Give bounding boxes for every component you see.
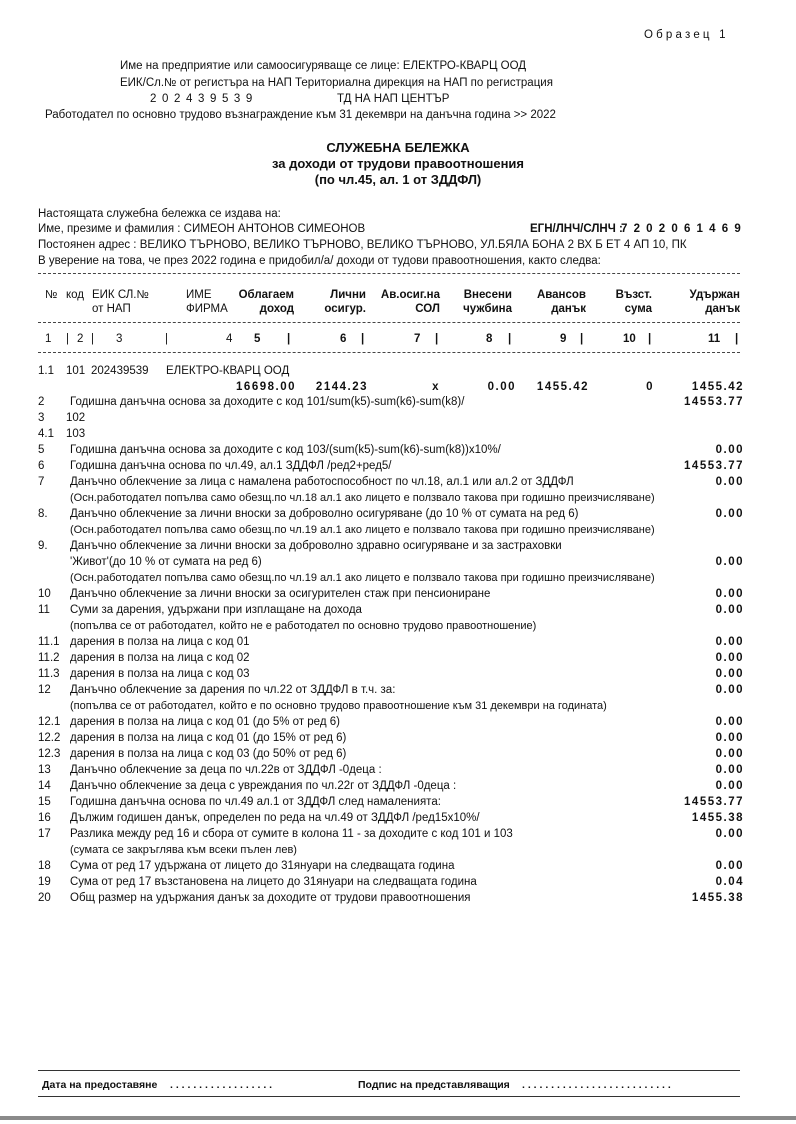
signature-dots: . . . . . . . . . . . . . . . . . . . . . . . . . . xyxy=(522,1079,671,1091)
line-text: Данъчно облекчение за дарения по чл.22 от ЗДДФЛ в т.ч. за: xyxy=(70,684,396,696)
line-number: 11.3 xyxy=(38,668,60,680)
index-sep: | xyxy=(165,333,168,345)
line-number: 12.2 xyxy=(38,732,61,744)
line-number: 4.1 xyxy=(38,428,54,440)
line-text: Общ размер на удържания данък за доходите от трудови правоотношения xyxy=(70,892,471,904)
col-advance: Авансов xyxy=(536,289,586,301)
row-sol: x xyxy=(432,381,440,393)
col-name: ИМЕ xyxy=(186,289,212,301)
line-value: 0.00 xyxy=(715,604,744,616)
line-number: 16 xyxy=(38,812,51,824)
table-index-rule xyxy=(38,352,740,353)
line-text: (попълва се от работодател, който е по основно трудово правоотношение към 31 декември на годината) xyxy=(70,700,607,712)
line-text: дарения в полза на лица с код 01 xyxy=(70,636,250,648)
line-value: 0.00 xyxy=(715,828,744,840)
row-no: 1.1 xyxy=(38,365,54,377)
line-text: Данъчно облекчение за деца по чл.22в от ЗДДФЛ -0деца : xyxy=(70,764,382,776)
line-text: Годишна данъчна основа за доходите с код 103/(sum(k5)-sum(k6)-sum(k8))x10%/ xyxy=(70,444,501,456)
line-text: (Осн.работодател попълва само обезщ.по чл.19 ал.1 ако лицето е ползвало такова при годишно преизчисляване) xyxy=(70,524,655,536)
line-value: 0.00 xyxy=(715,508,744,520)
certify-line: В уверение на това, че през 2022 година е придобил/а/ доходи от тудови правоотношения, както следва: xyxy=(38,255,601,267)
footer-bottom-rule xyxy=(38,1096,740,1097)
line-number: 18 xyxy=(38,860,51,872)
line-number: 6 xyxy=(38,460,45,472)
col-no: № xyxy=(45,289,58,301)
line-number: 11 xyxy=(38,604,50,616)
line-value: 0.00 xyxy=(715,444,744,456)
row-withheld: 1455.42 xyxy=(691,381,744,393)
line-value: 0.00 xyxy=(715,556,744,568)
line-text: Данъчно облекчение за деца с увреждания по чл.22г от ЗДДФЛ -0деца : xyxy=(70,780,457,792)
col-personal-2: осигур. xyxy=(324,303,366,315)
col-refund: Възст. xyxy=(615,289,652,301)
address-line: Постоянен адрес : ВЕЛИКО ТЪРНОВО, ВЕЛИКО ТЪРНОВО, ВЕЛИКО ТЪРНОВО, УЛ.БЯЛА БОНА 2 ВХ Б ЕТ 4 АП 10, ПК xyxy=(38,239,687,251)
line-value: 0.00 xyxy=(715,860,744,872)
index-sep: | xyxy=(435,333,439,345)
registry-line: ЕИК/Сл.№ от регистъра на НАП Териториална дирекция на НАП по регистрация xyxy=(120,77,553,89)
index-sep: | xyxy=(287,333,291,345)
line-number: 20 xyxy=(38,892,51,904)
line-number: 8. xyxy=(38,508,48,520)
col-foreign: Внесени xyxy=(463,289,512,301)
row-refund: 0 xyxy=(646,381,654,393)
line-value: 0.00 xyxy=(715,764,744,776)
line-number: 11.2 xyxy=(38,652,60,664)
line-number: 10 xyxy=(38,588,51,600)
line-text: дарения в полза на лица с код 01 (до 5% от ред 6) xyxy=(70,716,340,728)
col-taxable: Облагаем xyxy=(238,289,294,301)
egn-value: 7 2 0 2 0 6 1 4 6 9 xyxy=(621,223,743,235)
date-dots: . . . . . . . . . . . . . . . . . . xyxy=(170,1079,273,1091)
index-sep: | xyxy=(580,333,584,345)
line-value: 0.00 xyxy=(715,732,744,744)
line-number: 2 xyxy=(38,396,45,408)
line-value: 0.00 xyxy=(715,636,744,648)
index-7: 7 xyxy=(414,333,421,345)
col-name-2: ФИРМА xyxy=(186,303,228,315)
company-line: Име на предприятие или самоосигуряваще се лице: ЕЛЕКТРО-КВАРЦ ООД xyxy=(120,60,527,72)
line-value: 0.00 xyxy=(715,748,744,760)
line-number: 9. xyxy=(38,540,48,552)
index-3: 3 xyxy=(116,333,123,345)
index-sep: | xyxy=(66,333,69,345)
row-firm: ЕЛЕКТРО-КВАРЦ ООД xyxy=(166,365,290,377)
line-number: 5 xyxy=(38,444,45,456)
index-sep: | xyxy=(91,333,94,345)
line-text: Дължим годишен данък, определен по реда на чл.49 от ЗДДФЛ /ред15х10%/ xyxy=(70,812,480,824)
line-number: 3 xyxy=(38,412,45,424)
footer-top-rule xyxy=(38,1070,740,1071)
line-text: дарения в полза на лица с код 02 xyxy=(70,652,250,664)
line-text: 102 xyxy=(66,412,86,424)
eik-number: 2 0 2 4 3 9 5 3 9 xyxy=(150,93,254,105)
line-number: 11.1 xyxy=(38,636,60,648)
date-label: Дата на предоставяне xyxy=(42,1079,158,1091)
line-value: 1455.38 xyxy=(691,892,744,904)
line-number: 14 xyxy=(38,780,51,792)
index-sep: | xyxy=(735,333,739,345)
line-number: 13 xyxy=(38,764,51,776)
col-advance-2: данък xyxy=(551,303,586,315)
index-11: 11 xyxy=(708,333,721,345)
document-title: СЛУЖЕБНА БЕЛЕЖКА xyxy=(326,140,470,155)
index-sep: | xyxy=(648,333,652,345)
page-bottom-bar xyxy=(0,1116,796,1120)
issued-to-line: Настоящата служебна бележка се издава на: xyxy=(38,208,281,220)
table-top-rule xyxy=(38,273,740,274)
line-text: (сумата се закръглява към всеки пълен лев) xyxy=(70,844,297,856)
document-subtitle: за доходи от трудови правоотношения xyxy=(271,156,524,171)
col-eik: ЕИК СЛ.№ xyxy=(92,289,149,301)
line-number: 12.1 xyxy=(38,716,61,728)
table-header-rule xyxy=(38,322,740,323)
line-number: 17 xyxy=(38,828,51,840)
line-text: (попълва се от работодател, който не е работодател по основно трудово правоотношение) xyxy=(70,620,537,632)
index-sep: | xyxy=(361,333,365,345)
index-2: 2 xyxy=(77,333,84,345)
line-text: Годишна данъчна основа за доходите с код 101/sum(k5)-sum(k6)-sum(k8)/ xyxy=(70,396,465,408)
signature-label: Подпис на представляващия xyxy=(358,1079,510,1091)
index-8: 8 xyxy=(486,333,493,345)
line-number: 15 xyxy=(38,796,51,808)
line-text: дарения в полза на лица с код 03 xyxy=(70,668,250,680)
person-name-line: Име, презиме и фамилия : СИМЕОН АНТОНОВ СИМЕОНОВ xyxy=(38,223,366,235)
col-sol-2: СОЛ xyxy=(415,303,440,315)
index-sep: | xyxy=(508,333,512,345)
line-value: 0.00 xyxy=(715,652,744,664)
line-text: Годишна данъчна основа по чл.49, ал.1 ЗДДФЛ /ред2+ред5/ xyxy=(70,460,392,472)
line-value: 0.00 xyxy=(715,684,744,696)
line-text: дарения в полза на лица с код 03 (до 50% от ред 6) xyxy=(70,748,347,760)
line-value: 0.00 xyxy=(715,716,744,728)
col-withheld-2: данък xyxy=(705,303,740,315)
line-number: 19 xyxy=(38,876,51,888)
col-taxable-2: доход xyxy=(259,303,294,315)
line-value: 14553.77 xyxy=(684,796,744,808)
line-text: Данъчно облекчение за лица с намалена работоспособност по чл.18, ал.1 или ал.2 от ЗДДФЛ xyxy=(70,476,574,488)
line-value: 0.00 xyxy=(715,668,744,680)
line-text: (Осн.работодател попълва само обезщ.по чл.18 ал.1 ако лицето е ползвало такова при годишно преизчисляване) xyxy=(70,492,655,504)
line-text: Суми за дарения, удържани при изплащане на дохода xyxy=(70,604,362,616)
line-text: Разлика между ред 16 и сбора от сумите в колона 11 - за доходите с код 101 и 103 xyxy=(70,828,513,840)
col-eik-2: от НАП xyxy=(92,303,131,315)
line-text: Годишна данъчна основа по чл.49 ал.1 от ЗДДФЛ след намаленията: xyxy=(70,796,441,808)
line-text: Сума от ред 17 възстановена на лицето до 31януари на следващата година xyxy=(70,876,477,888)
index-1: 1 xyxy=(45,333,52,345)
line-number: 7 xyxy=(38,476,45,488)
line-text: дарения в полза на лица с код 01 (до 15% от ред 6) xyxy=(70,732,347,744)
line-value: 1455.38 xyxy=(691,812,744,824)
line-value: 0.00 xyxy=(715,588,744,600)
index-4: 4 xyxy=(226,333,233,345)
line-value: 0.00 xyxy=(715,476,744,488)
row-advance: 1455.42 xyxy=(536,381,589,393)
row-taxable: 16698.00 xyxy=(236,381,296,393)
index-10: 10 xyxy=(623,333,636,345)
index-9: 9 xyxy=(560,333,567,345)
line-text: (Осн.работодател попълва само обезщ.по чл.19 ал.1 ако лицето е ползвало такова при годишно преизчисляване) xyxy=(70,572,655,584)
col-personal: Лични xyxy=(330,289,366,301)
sample-label: Образец 1 xyxy=(644,29,729,41)
line-text: Сума от ред 17 удържана от лицето до 31януари на следващата година xyxy=(70,860,455,872)
col-foreign-2: чужбина xyxy=(463,303,512,315)
col-sol: Ав.осиг.на xyxy=(380,289,440,301)
col-refund-2: сума xyxy=(624,303,652,315)
line-text: Данъчно облекчение за лични вноски за доброволно здравно осигуряване и за застраховки xyxy=(70,540,562,552)
line-value: 14553.77 xyxy=(684,396,744,408)
line-number: 12.3 xyxy=(38,748,61,760)
line-text: Данъчно облекчение за лични вноски за доброволно осигуряване (до 10 % от сумата на ред 6) xyxy=(70,508,579,520)
col-withheld: Удържан xyxy=(689,289,740,301)
line-text: 'Живот'(до 10 % от сумата на ред 6) xyxy=(70,556,262,568)
row-foreign: 0.00 xyxy=(487,381,516,393)
line-value: 14553.77 xyxy=(684,460,744,472)
line-value: 0.00 xyxy=(715,780,744,792)
employer-line: Работодател по основно трудово възнаграждение към 31 декември на данъчна година >> 2022 xyxy=(45,109,556,121)
egn-label: ЕГН/ЛНЧ/СЛНЧ : xyxy=(530,223,623,235)
document-legal-basis: (по чл.45, ал. 1 от ЗДДФЛ) xyxy=(314,172,482,187)
col-code: код xyxy=(66,289,85,301)
row-eik: 202439539 xyxy=(91,365,149,377)
line-text: Данъчно облекчение за лични вноски за осигурителен стаж при пенсиониране xyxy=(70,588,491,600)
line-value: 0.04 xyxy=(715,876,744,888)
line-number: 12 xyxy=(38,684,51,696)
row-code: 101 xyxy=(66,365,86,377)
nap-office: ТД НА НАП ЦЕНТЪР xyxy=(337,93,450,105)
index-6: 6 xyxy=(340,333,347,345)
line-text: 103 xyxy=(66,428,86,440)
row-personal: 2144.23 xyxy=(315,381,368,393)
index-5: 5 xyxy=(254,333,261,345)
